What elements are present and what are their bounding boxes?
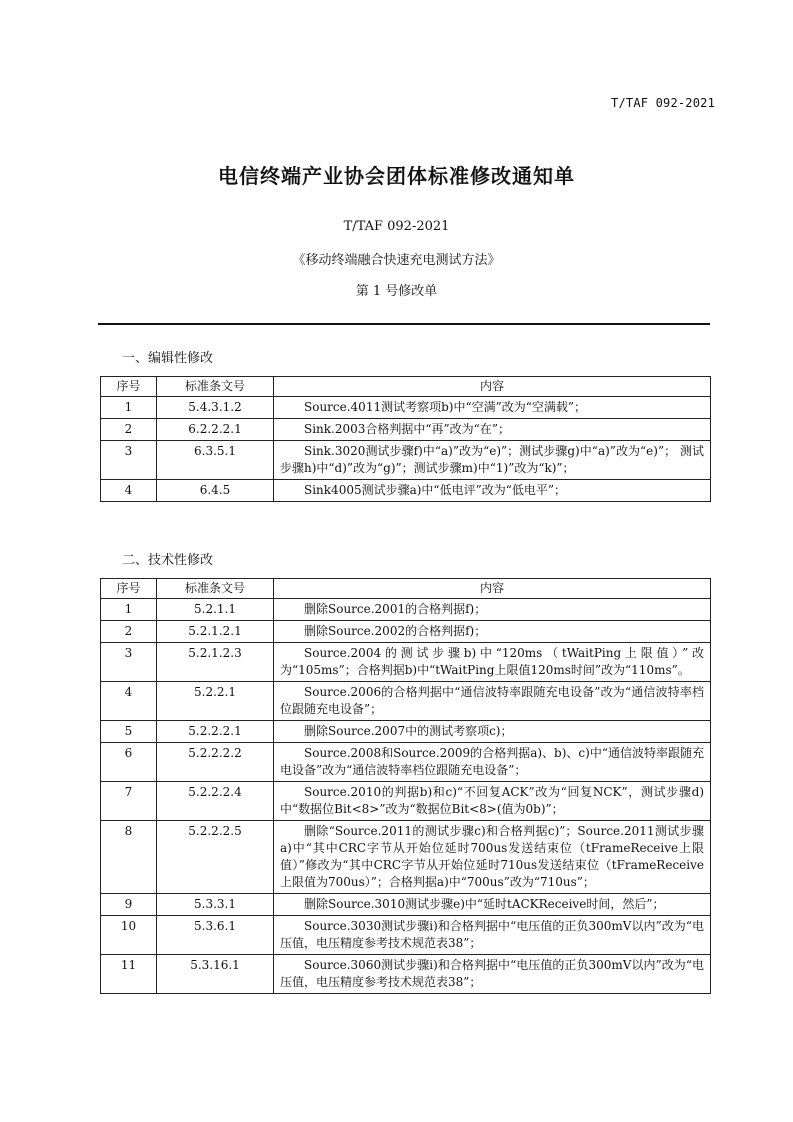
row-number: 1	[101, 599, 157, 621]
row-content: 删除Source.2002的合格判据f)；	[274, 621, 711, 643]
standard-name: 《移动终端融合快速充电测试方法》	[292, 253, 501, 268]
table-row	[101, 599, 711, 621]
divider	[98, 323, 710, 325]
clause-number: 5.3.3.1	[157, 894, 274, 916]
column-header-clause: 标准条文号	[157, 377, 274, 397]
row-number: 6	[101, 743, 157, 782]
column-header-no: 序号	[101, 579, 157, 599]
row-number: 4	[101, 480, 157, 502]
table-row	[101, 782, 711, 821]
clause-number: 5.2.2.2.5	[157, 821, 274, 894]
table-row	[101, 419, 711, 441]
clause-number: 5.2.1.2.1	[157, 621, 274, 643]
row-number: 10	[101, 916, 157, 955]
row-number: 2	[101, 419, 157, 441]
row-content: Source.2004的测试步骤b)中“120ms（tWaitPing上限值）”改为“105ms”；合格判据b)中“tWaitPing上限值120ms时间”改为“110ms”。	[274, 643, 711, 682]
row-number: 1	[101, 397, 157, 419]
section-heading-technical: 二、技术性修改	[122, 553, 214, 568]
technical-table	[100, 578, 711, 994]
row-content: 删除Source.2001的合格判据f)；	[274, 599, 711, 621]
table-row	[101, 480, 711, 502]
table-row	[101, 441, 711, 480]
row-content: Sink4005测试步骤a)中“低电评”改为“低电平”；	[274, 480, 711, 502]
row-content: 删除“Source.2011的测试步骤c)和合格判据c)”；Source.2011测试步骤a)中“其中CRC字节从开始位延时700us发送结束位（tFrameReceive上限值）”修改为“其中CRC字节从开始位延时710us发送结束位（tFrameReceive上限值为700us）”；合格判据a)中“700us”改为“710us”；	[274, 821, 711, 894]
table-row	[101, 643, 711, 682]
row-number: 3	[101, 643, 157, 682]
table-row	[101, 721, 711, 743]
row-content: Source.3030测试步骤i)和合格判据中“电压值的正负300mV以内”改为“电压值，电压精度参考技术规范表38”；	[274, 916, 711, 955]
row-content: Source.3060测试步骤i)和合格判据中“电压值的正负300mV以内”改为“电压值，电压精度参考技术规范表38”；	[274, 955, 711, 994]
table-row	[101, 397, 711, 419]
document-code: T/TAF 092-2021	[611, 96, 715, 110]
table-header-row	[101, 377, 711, 397]
clause-number: 5.3.16.1	[157, 955, 274, 994]
clause-number: 5.2.2.2.1	[157, 721, 274, 743]
page-title: 电信终端产业协会团体标准修改通知单	[218, 164, 575, 188]
editorial-table	[100, 376, 711, 502]
clause-number: 5.2.1.2.3	[157, 643, 274, 682]
clause-number: 6.4.5	[157, 480, 274, 502]
row-number: 7	[101, 782, 157, 821]
column-header-no: 序号	[101, 377, 157, 397]
table-row	[101, 894, 711, 916]
row-content: 删除Source.3010测试步骤e)中“延时tACKReceive时间，然后”；	[274, 894, 711, 916]
clause-number: 5.2.1.1	[157, 599, 274, 621]
row-content: Sink.3020测试步骤f)中“a)”改为“e)”；测试步骤g)中“a)”改为“e)”； 测试步骤h)中“d)”改为“g)”；测试步骤m)中“1)”改为“k)”；	[274, 441, 711, 480]
row-content: 删除Source.2007中的测试考察项c)；	[274, 721, 711, 743]
row-number: 3	[101, 441, 157, 480]
table-row	[101, 682, 711, 721]
column-header-clause: 标准条文号	[157, 579, 274, 599]
row-number: 2	[101, 621, 157, 643]
row-content: Source.2010的判据b)和c)“不回复ACK”改为“回复NCK”，测试步骤d)中“数据位Bit<8>”改为“数据位Bit<8>(值为0b)”；	[274, 782, 711, 821]
section-heading-editorial: 一、编辑性修改	[122, 351, 214, 366]
table-row	[101, 916, 711, 955]
table-row	[101, 621, 711, 643]
clause-number: 5.2.2.2.4	[157, 782, 274, 821]
row-number: 4	[101, 682, 157, 721]
row-number: 5	[101, 721, 157, 743]
amendment-number: 第 1 号修改单	[355, 284, 438, 299]
clause-number: 5.2.2.2.2	[157, 743, 274, 782]
standard-code: T/TAF 092-2021	[343, 219, 450, 234]
row-number: 8	[101, 821, 157, 894]
row-content: Sink.2003合格判据中“再”改为“在”；	[274, 419, 711, 441]
table-row	[101, 743, 711, 782]
row-number: 11	[101, 955, 157, 994]
clause-number: 6.2.2.2.1	[157, 419, 274, 441]
row-content: Source.2008和Source.2009的合格判据a)、b)、c)中“通信波特率跟随充电设备”改为“通信波特率档位跟随充电设备”；	[274, 743, 711, 782]
table-row	[101, 821, 711, 894]
row-content: Source.2006的合格判据中“通信波特率跟随充电设备”改为“通信波特率档位跟随充电设备”；	[274, 682, 711, 721]
row-content: Source.4011测试考察项b)中“空满”改为“空满载”；	[274, 397, 711, 419]
column-header-content: 内容	[274, 579, 711, 599]
clause-number: 5.4.3.1.2	[157, 397, 274, 419]
clause-number: 6.3.5.1	[157, 441, 274, 480]
clause-number: 5.2.2.1	[157, 682, 274, 721]
row-number: 9	[101, 894, 157, 916]
column-header-content: 内容	[274, 377, 711, 397]
table-row	[101, 955, 711, 994]
clause-number: 5.3.6.1	[157, 916, 274, 955]
table-header-row	[101, 579, 711, 599]
